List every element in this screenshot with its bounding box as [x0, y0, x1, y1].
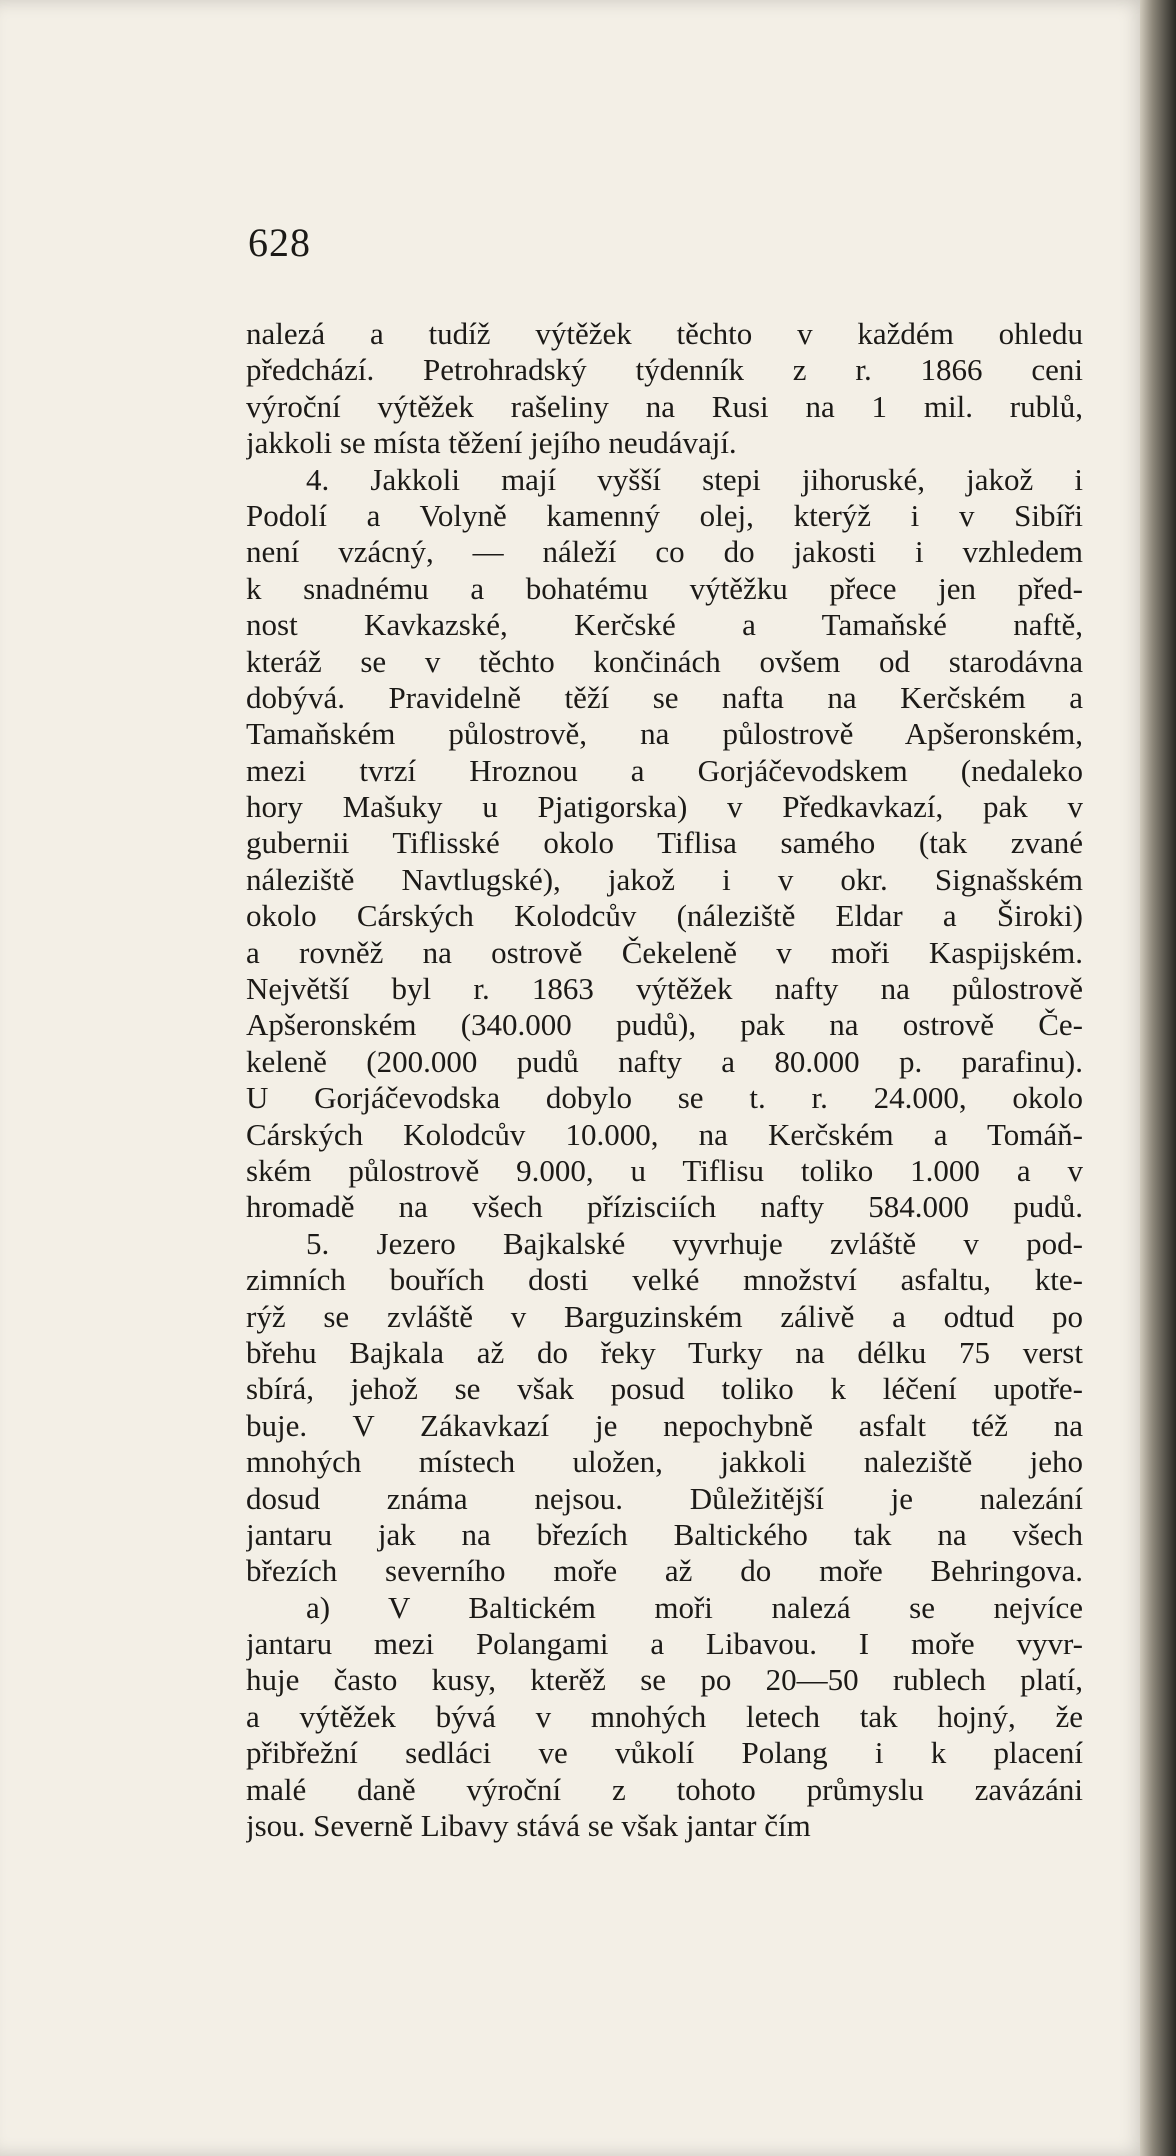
- text-line: 5. Jezero Bajkalské vyvrhuje zvláště v pod-: [306, 1225, 1083, 1261]
- text-line: břehu Bajkala až do řeky Turky na délku 75 verst: [246, 1334, 1083, 1370]
- text-line: jakkoli se místa těžení jejího neudávají.: [246, 425, 737, 461]
- text-line: mezi tvrzí Hroznou a Gorjáčevodskem (nedaleko: [246, 752, 1083, 788]
- text-line: gubernii Tiflisské okolo Tiflisa samého (tak zvané: [246, 825, 1083, 861]
- text-line: a) V Baltickém moři nalezá se nejvíce: [306, 1589, 1083, 1625]
- text-line: výroční výtěžek rašeliny na Rusi na 1 mil. rublů,: [246, 388, 1083, 424]
- text-line: Podolí a Volyně kamenný olej, kterýž i v Sibíři: [246, 497, 1083, 533]
- text-line: ském půlostrově 9.000, u Tiflisu toliko 1.000 a v: [246, 1152, 1083, 1188]
- text-line: hory Mašuky u Pjatigorska) v Předkavkazí, pak v: [246, 789, 1083, 825]
- text-line: 4. Jakkoli mají vyšší stepi jihoruské, jakož i: [306, 461, 1083, 497]
- page-edge: [1140, 0, 1176, 2156]
- text-line: sbírá, jehož se však posud toliko k léčení upotře-: [246, 1371, 1083, 1407]
- text-line: dosud známa nejsou. Důležitější je nalezání: [246, 1480, 1083, 1516]
- text-line: přibřežní sedláci ve vůkolí Polang i k placení: [246, 1735, 1083, 1771]
- text-line: předchází. Petrohradský týdenník z r. 1866 ceni: [246, 352, 1083, 388]
- text-line: k snadnému a bohatému výtěžku přece jen před-: [246, 570, 1083, 606]
- text-line: není vzácný, — náleží co do jakosti i vzhledem: [246, 534, 1083, 570]
- text-line: náleziště Navtlugské), jakož i v okr. Signašském: [246, 861, 1083, 897]
- text-line: rýž se zvláště v Barguzinském zálivě a odtud po: [246, 1298, 1083, 1334]
- text-line: a rovněž na ostrově Čekeleně v moři Kaspijském.: [246, 934, 1083, 970]
- text-line: březích severního moře až do moře Behringova.: [246, 1553, 1083, 1589]
- text-line: zimních bouřích dosti velké množství asfaltu, kte-: [246, 1262, 1083, 1298]
- text-line: hromadě na všech přízisciích nafty 584.000 pudů.: [246, 1189, 1083, 1225]
- text-line: buje. V Zákavkazí je nepochybně asfalt též na: [246, 1407, 1083, 1443]
- text-line: Cárských Kolodcův 10.000, na Kerčském a Tomáň-: [246, 1116, 1083, 1152]
- text-line: mnohých místech uložen, jakkoli naleziště jeho: [246, 1444, 1083, 1480]
- text-line: Apšeronském (340.000 pudů), pak na ostrově Če-: [246, 1007, 1083, 1043]
- text-line: kteráž se v těchto končinách ovšem od starodávna: [246, 643, 1083, 679]
- body-text: [246, 316, 1083, 1844]
- text-line: Tamaňském půlostrově, na půlostrově Apšeronském,: [246, 716, 1083, 752]
- text-line: Největší byl r. 1863 výtěžek nafty na půlostrově: [246, 971, 1083, 1007]
- text-line: keleně (200.000 pudů nafty a 80.000 p. parafinu).: [246, 1043, 1083, 1079]
- text-line: U Gorjáčevodska dobylo se t. r. 24.000, okolo: [246, 1080, 1083, 1116]
- text-line: a výtěžek bývá v mnohých letech tak hojný, že: [246, 1698, 1083, 1734]
- text-line: okolo Cárských Kolodcův (náleziště Eldar a Široki): [246, 898, 1083, 934]
- text-line: jsou. Severně Libavy stává se však jantar čím: [246, 1808, 811, 1844]
- text-line: nost Kavkazské, Kerčské a Tamaňské naftě,: [246, 607, 1083, 643]
- page-number: 628: [248, 220, 311, 265]
- text-line: jantaru jak na březích Baltického tak na všech: [246, 1516, 1083, 1552]
- text-line: nalezá a tudíž výtěžek těchto v každém ohledu: [246, 316, 1083, 351]
- text-line: malé daně výroční z tohoto průmyslu zavázáni: [246, 1771, 1083, 1807]
- text-line: jantaru mezi Polangami a Libavou. I moře vyvr-: [246, 1626, 1083, 1662]
- text-line: huje často kusy, kterěž se po 20—50 rublech platí,: [246, 1662, 1083, 1698]
- text-line: dobývá. Pravidelně těží se nafta na Kerčském a: [246, 679, 1083, 715]
